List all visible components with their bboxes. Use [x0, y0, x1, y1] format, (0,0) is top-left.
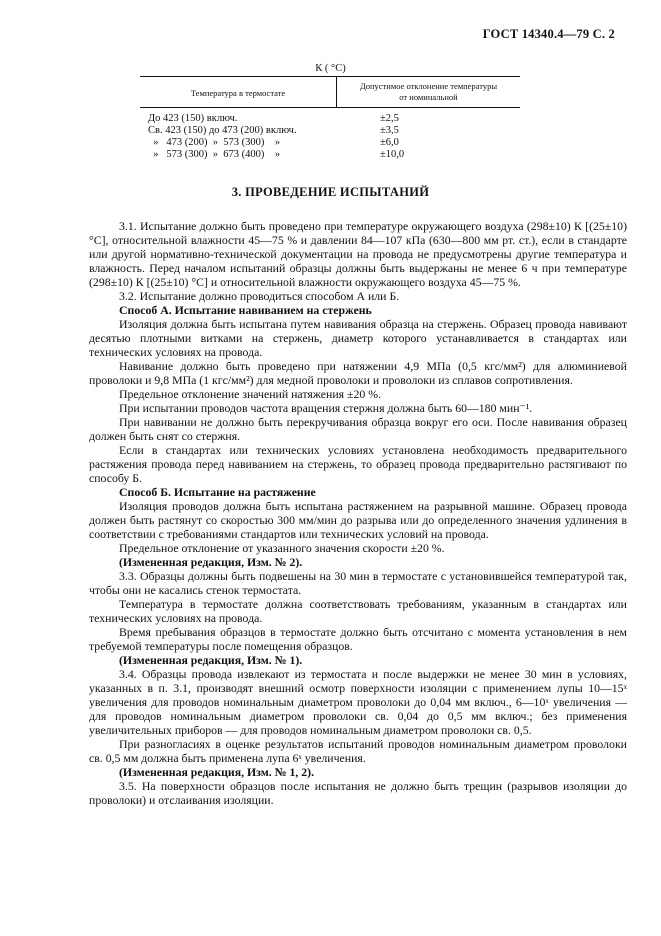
table-cell-tolerance: ±3,5	[380, 125, 399, 136]
method-a-paragraph: Если в стандартах или технических условиях установлена необходимость предварительного растяжения провода перед навиванием на стержень, то образец провода предварительно растягивают по способу Б.	[89, 443, 627, 485]
clause-3-3-paragraph: Время пребывания образцов в термостате должно быть отсчитано с момента установления в нем требуемой температуры после помещения образцов.	[89, 625, 627, 653]
table-header-temperature: Температура в термостате	[190, 88, 286, 98]
method-a-paragraph: Предельное отклонение значений натяжения ±20 %.	[119, 387, 382, 401]
table-row	[140, 113, 520, 125]
table-cell-range: До 423 (150) включ.	[148, 113, 238, 124]
method-a-paragraph: Изоляция должна быть испытана путем навивания образца на стержень. Образец провода навивают десятью плотными витками на стержень, диаметр которого устанавливается в стандартах или технических условиях на провода.	[89, 317, 627, 359]
clause-3-2: 3.2. Испытание должно проводиться способом А или Б.	[119, 289, 400, 303]
method-b-paragraph: Предельное отклонение от указанного значения скорости ±20 %.	[119, 541, 445, 555]
table-cell-range: » 473 (200) » 573 (300) »	[148, 137, 281, 148]
clause-3-1: 3.1. Испытание должно быть проведено при температуре окружающего воздуха (298±10) К [(25±10) °С], относительной влажности 45—75 % и давлении 84—107 кПа (630—800 мм рт. ст.), если в стандарте или другой нормативно-технической документации на провода не предусмотрены другие температура и влажность. Перед началом испытаний образцы должны быть выдержаны не менее 6 ч при температуре (298±10) К [(25±10) °С] и относительной влажности окружающего воздуха 45—75 %.	[89, 219, 627, 289]
revision-note: (Измененная редакция, Изм. № 2).	[119, 555, 303, 569]
table-cell-tolerance: ±10,0	[380, 149, 405, 160]
table-top-rule	[140, 76, 520, 77]
page-header: ГОСТ 14340.4—79 С. 2	[482, 27, 615, 41]
revision-note: (Измененная редакция, Изм. № 1, 2).	[119, 765, 315, 779]
table-cell-tolerance: ±6,0	[380, 137, 399, 148]
method-b-paragraph: Изоляция проводов должна быть испытана растяжением на разрывной машине. Образец провода должен быть растянут со скоростью 300 мм/мин до разрыва или до определенного значения удлинения в соответствии с требованиями стандартов или технических условий на провода.	[89, 499, 627, 541]
method-b-heading: Способ Б. Испытание на растяжение	[119, 485, 316, 499]
method-a-heading: Способ А. Испытание навиванием на стержень	[119, 303, 372, 317]
revision-note: (Измененная редакция, Изм. № 1).	[119, 653, 303, 667]
table-unit-caption: К ( °С)	[315, 63, 346, 74]
clause-3-5: 3.5. На поверхности образцов после испытания не должно быть трещин (разрывов изоляции до проволоки) и отслаивания изоляции.	[89, 779, 627, 807]
method-a-paragraph: При навивании не должно быть перекручивания образца вокруг его оси. После навивания образец должен быть снят со стержня.	[89, 415, 627, 443]
section-title: 3. ПРОВЕДЕНИЕ ИСПЫТАНИЙ	[231, 185, 430, 199]
table-row	[140, 137, 520, 149]
table-header-deviation: Допустимое отклонение температуры от номинальной	[359, 81, 498, 102]
method-a-paragraph: При испытании проводов частота вращения стержня должна быть 60—180 мин⁻¹.	[119, 401, 533, 415]
clause-3-4-paragraph: При разногласиях в оценке результатов испытаний проводов номинальным диаметром проволоки св. 0,5 мм должна быть применена лупа 6ˣ увеличения.	[89, 737, 627, 765]
clause-3-3: 3.3. Образцы должны быть подвешены на 30 мин в термостате с установившейся температурой так, чтобы они не касались стенок термостата.	[89, 569, 627, 597]
table-row	[140, 149, 520, 161]
clause-3-4: 3.4. Образцы провода извлекают из термостата и после выдержки не менее 30 мин в условиях, указанных в п. 3.1, производят внешний осмотр поверхности изоляции с применением лупы 10—15ˣ увеличения для проводов номинальным диаметром проволоки до 0,04 мм включ., 6—10ˣ увеличения — для проводов номинальным диаметром проволоки св. 0,04 до 0,5 мм включ.; без применения увеличительных приборов — для проводов номинальным диаметром проволоки св. 0,5.	[89, 667, 627, 737]
table-row	[140, 125, 520, 137]
table-cell-range: » 573 (300) » 673 (400) »	[148, 149, 281, 160]
section-body	[89, 219, 627, 807]
table-cell-tolerance: ±2,5	[380, 113, 399, 124]
table-cell-range: Св. 423 (150) до 473 (200) включ.	[148, 125, 297, 136]
table-header-rule	[140, 107, 520, 108]
clause-3-3-paragraph: Температура в термостате должна соответствовать требованиям, указанным в стандартах или технических условиях на провода.	[89, 597, 627, 625]
method-a-paragraph: Навивание должно быть проведено при натяжении 4,9 МПа (0,5 кгс/мм²) для алюминиевой проволоки и 9,8 МПа (1 кгс/мм²) для медной проволоки и проволоки из сплавов сопротивления.	[89, 359, 627, 387]
